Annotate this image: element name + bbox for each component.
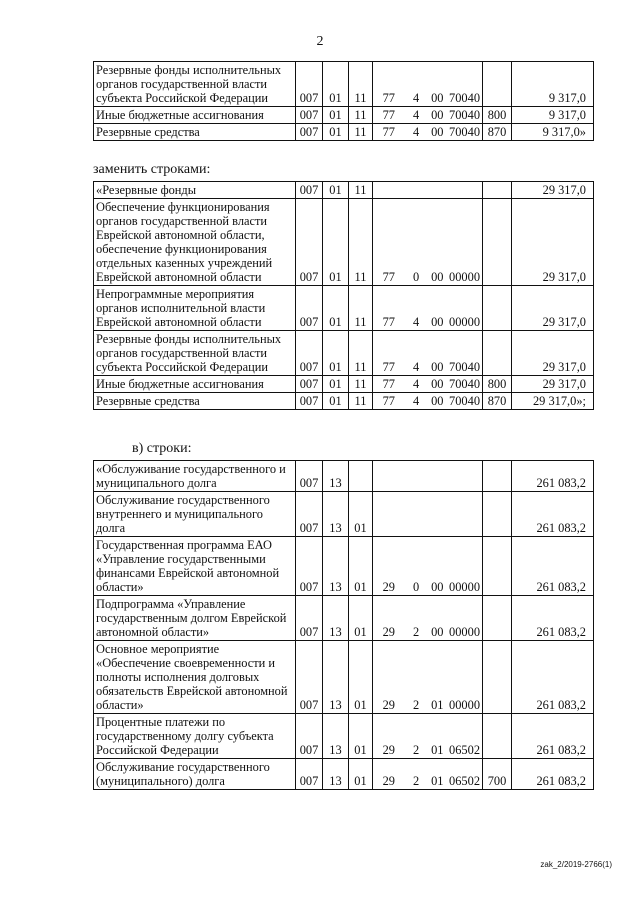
amount: 261 083,2 xyxy=(512,596,594,641)
program-code-parts xyxy=(373,108,482,122)
code-admin: 007 xyxy=(296,492,323,537)
row-name: «Обслуживание государственного и муниципального долга xyxy=(94,461,296,492)
code-admin: 007 xyxy=(296,199,323,286)
program-code-subprogram: 4 xyxy=(412,377,420,391)
program-code-measure: 00 xyxy=(431,108,444,122)
document-code: zak_2/2019-2766(1) xyxy=(540,860,612,869)
expense-type-code xyxy=(483,537,512,596)
program-code-measure: 01 xyxy=(431,774,444,788)
amount: 261 083,2 xyxy=(512,641,594,714)
expense-type-code: 800 xyxy=(483,107,512,124)
program-code-program: 29 xyxy=(382,580,395,594)
program-code-parts xyxy=(373,360,482,374)
expense-type-code xyxy=(483,641,512,714)
program-code-measure: 01 xyxy=(431,743,444,757)
program-code-measure: 00 xyxy=(431,91,444,105)
code-subsection: 01 xyxy=(349,492,373,537)
code-admin: 007 xyxy=(296,393,323,410)
table-row xyxy=(94,596,594,641)
program-code-direction: 00000 xyxy=(449,625,481,639)
expense-type-code: 870 xyxy=(483,124,512,141)
program-code-program: 29 xyxy=(382,625,395,639)
program-code-program: 29 xyxy=(382,774,395,788)
program-code-direction: 00000 xyxy=(449,698,481,712)
program-code-direction: 70040 xyxy=(449,360,481,374)
expense-type-code xyxy=(483,182,512,199)
program-code-program: 77 xyxy=(382,270,395,284)
expense-type-code: 700 xyxy=(483,759,512,790)
row-name: Процентные платежи по государственному долгу субъекта Российской Федерации xyxy=(94,714,296,759)
program-code xyxy=(373,461,483,492)
expense-type-code xyxy=(483,714,512,759)
program-code-direction: 00000 xyxy=(449,315,481,329)
caption-section-v: в) строки: xyxy=(132,441,192,456)
program-code-parts xyxy=(373,91,482,105)
program-code-subprogram: 4 xyxy=(412,315,420,329)
expense-type-code xyxy=(483,596,512,641)
program-code-subprogram: 4 xyxy=(412,125,420,139)
code-subsection: 01 xyxy=(349,641,373,714)
amount: 261 083,2 xyxy=(512,461,594,492)
program-code xyxy=(373,492,483,537)
code-section: 13 xyxy=(323,537,349,596)
program-code-program: 77 xyxy=(382,394,395,408)
code-section: 13 xyxy=(323,759,349,790)
program-code-tail xyxy=(427,743,482,757)
program-code-program: 77 xyxy=(382,108,395,122)
code-admin: 007 xyxy=(296,596,323,641)
program-code-parts xyxy=(373,625,482,639)
code-subsection: 11 xyxy=(349,199,373,286)
program-code-direction: 06502 xyxy=(449,774,481,788)
amount: 9 317,0» xyxy=(512,124,594,141)
program-code xyxy=(373,393,483,410)
program-code-direction: 70040 xyxy=(449,108,481,122)
program-code-tail xyxy=(427,125,482,139)
amount: 261 083,2 xyxy=(512,537,594,596)
program-code xyxy=(373,199,483,286)
code-admin: 007 xyxy=(296,124,323,141)
row-name: Иные бюджетные ассигнования xyxy=(94,107,296,124)
code-admin: 007 xyxy=(296,759,323,790)
amount: 9 317,0 xyxy=(512,107,594,124)
amount: 9 317,0 xyxy=(512,62,594,107)
program-code-parts xyxy=(373,698,482,712)
program-code-tail xyxy=(427,91,482,105)
table-row xyxy=(94,107,594,124)
program-code-subprogram: 2 xyxy=(412,625,420,639)
program-code-measure: 00 xyxy=(431,315,444,329)
program-code-measure: 00 xyxy=(431,394,444,408)
code-subsection: 11 xyxy=(349,124,373,141)
table-row xyxy=(94,182,594,199)
code-admin: 007 xyxy=(296,182,323,199)
program-code-subprogram: 4 xyxy=(412,394,420,408)
code-subsection: 11 xyxy=(349,62,373,107)
code-section: 01 xyxy=(323,331,349,376)
program-code xyxy=(373,107,483,124)
code-section: 13 xyxy=(323,461,349,492)
program-code-parts xyxy=(373,774,482,788)
expense-type-code xyxy=(483,62,512,107)
program-code-subprogram: 2 xyxy=(412,774,420,788)
program-code xyxy=(373,331,483,376)
amount: 29 317,0 xyxy=(512,376,594,393)
amount: 261 083,2 xyxy=(512,759,594,790)
code-section: 01 xyxy=(323,124,349,141)
program-code-tail xyxy=(427,625,482,639)
program-code xyxy=(373,124,483,141)
code-section: 01 xyxy=(323,107,349,124)
code-section: 13 xyxy=(323,641,349,714)
code-subsection: 11 xyxy=(349,286,373,331)
program-code-measure: 00 xyxy=(431,270,444,284)
amount: 29 317,0 xyxy=(512,182,594,199)
expense-type-code: 800 xyxy=(483,376,512,393)
row-name: Непрограммные мероприятия органов исполнительной власти Еврейской автономной области xyxy=(94,286,296,331)
program-code-tail xyxy=(427,774,482,788)
program-code xyxy=(373,286,483,331)
program-code-program: 29 xyxy=(382,743,395,757)
program-code xyxy=(373,641,483,714)
row-name: Резервные фонды исполнительных органов государственной власти субъекта Российской Федерации xyxy=(94,62,296,107)
amount: 261 083,2 xyxy=(512,714,594,759)
code-section: 01 xyxy=(323,393,349,410)
amount: 261 083,2 xyxy=(512,492,594,537)
row-name: Резервные средства xyxy=(94,393,296,410)
table-row xyxy=(94,759,594,790)
expense-type-code xyxy=(483,492,512,537)
program-code-subprogram: 4 xyxy=(412,91,420,105)
reserve-funds-table-new xyxy=(93,181,594,410)
program-code-parts xyxy=(373,377,482,391)
table-row xyxy=(94,286,594,331)
amount: 29 317,0 xyxy=(512,199,594,286)
table-row xyxy=(94,537,594,596)
code-subsection xyxy=(349,461,373,492)
program-code-direction: 00000 xyxy=(449,580,481,594)
program-code xyxy=(373,759,483,790)
program-code-program: 77 xyxy=(382,125,395,139)
code-section: 13 xyxy=(323,714,349,759)
code-subsection: 01 xyxy=(349,537,373,596)
code-admin: 007 xyxy=(296,107,323,124)
caption-replace-with: заменить строками: xyxy=(93,162,211,177)
program-code-tail xyxy=(427,698,482,712)
program-code-measure: 00 xyxy=(431,625,444,639)
code-section: 01 xyxy=(323,62,349,107)
table-row xyxy=(94,492,594,537)
program-code-parts xyxy=(373,315,482,329)
program-code-parts xyxy=(373,743,482,757)
table-row xyxy=(94,331,594,376)
program-code-subprogram: 4 xyxy=(412,108,420,122)
program-code-tail xyxy=(427,580,482,594)
program-code-tail xyxy=(427,377,482,391)
code-subsection: 01 xyxy=(349,714,373,759)
row-name: Государственная программа ЕАО «Управление государственными финансами Еврейской автономной области» xyxy=(94,537,296,596)
program-code-direction: 00000 xyxy=(449,270,481,284)
program-code-direction: 70040 xyxy=(449,91,481,105)
code-section: 01 xyxy=(323,182,349,199)
reserve-funds-table-old xyxy=(93,61,594,141)
program-code-tail xyxy=(427,360,482,374)
table-row xyxy=(94,714,594,759)
program-code-subprogram: 0 xyxy=(412,580,420,594)
expense-type-code xyxy=(483,461,512,492)
program-code-program: 77 xyxy=(382,315,395,329)
program-code-subprogram: 2 xyxy=(412,698,420,712)
code-admin: 007 xyxy=(296,62,323,107)
expense-type-code: 870 xyxy=(483,393,512,410)
row-name: Иные бюджетные ассигнования xyxy=(94,376,296,393)
program-code-direction: 70040 xyxy=(449,394,481,408)
code-admin: 007 xyxy=(296,461,323,492)
code-section: 01 xyxy=(323,376,349,393)
table-row xyxy=(94,124,594,141)
code-subsection: 11 xyxy=(349,182,373,199)
program-code-program: 77 xyxy=(382,377,395,391)
code-subsection: 01 xyxy=(349,596,373,641)
program-code-measure: 00 xyxy=(431,580,444,594)
program-code-measure: 00 xyxy=(431,125,444,139)
code-subsection: 11 xyxy=(349,376,373,393)
table-row xyxy=(94,62,594,107)
program-code xyxy=(373,537,483,596)
code-section: 13 xyxy=(323,596,349,641)
program-code-subprogram: 0 xyxy=(412,270,420,284)
program-code-direction: 70040 xyxy=(449,377,481,391)
code-section: 13 xyxy=(323,492,349,537)
code-section: 01 xyxy=(323,286,349,331)
expense-type-code xyxy=(483,331,512,376)
row-name: Резервные фонды исполнительных органов государственной власти субъекта Российской Федерации xyxy=(94,331,296,376)
program-code-program: 77 xyxy=(382,360,395,374)
program-code xyxy=(373,596,483,641)
program-code-tail xyxy=(427,108,482,122)
row-name: Резервные средства xyxy=(94,124,296,141)
program-code-tail xyxy=(427,315,482,329)
row-name: Подпрограмма «Управление государственным долгом Еврейской автономной области» xyxy=(94,596,296,641)
code-admin: 007 xyxy=(296,641,323,714)
table-row xyxy=(94,461,594,492)
table-row xyxy=(94,641,594,714)
program-code xyxy=(373,376,483,393)
row-name: Обслуживание государственного (муниципального) долга xyxy=(94,759,296,790)
page-number: 2 xyxy=(316,34,324,49)
code-subsection: 11 xyxy=(349,331,373,376)
program-code-parts xyxy=(373,125,482,139)
table-row xyxy=(94,199,594,286)
program-code-subprogram: 4 xyxy=(412,360,420,374)
code-admin: 007 xyxy=(296,331,323,376)
program-code-measure: 00 xyxy=(431,360,444,374)
row-name: «Резервные фонды xyxy=(94,182,296,199)
program-code xyxy=(373,714,483,759)
table-row xyxy=(94,376,594,393)
code-section: 01 xyxy=(323,199,349,286)
debt-service-table xyxy=(93,460,594,790)
row-name: Основное мероприятие «Обеспечение своевременности и полноты исполнения долговых обязательств Еврейской автономной области» xyxy=(94,641,296,714)
code-subsection: 11 xyxy=(349,393,373,410)
program-code xyxy=(373,182,483,199)
row-name: Обслуживание государственного внутреннего и муниципального долга xyxy=(94,492,296,537)
expense-type-code xyxy=(483,286,512,331)
program-code-parts xyxy=(373,394,482,408)
program-code-measure: 01 xyxy=(431,698,444,712)
table-row xyxy=(94,393,594,410)
program-code-program: 29 xyxy=(382,698,395,712)
program-code-measure: 00 xyxy=(431,377,444,391)
code-subsection: 11 xyxy=(349,107,373,124)
code-admin: 007 xyxy=(296,714,323,759)
program-code-tail xyxy=(427,394,482,408)
amount: 29 317,0»; xyxy=(512,393,594,410)
program-code-direction: 70040 xyxy=(449,125,481,139)
program-code xyxy=(373,62,483,107)
program-code-subprogram: 2 xyxy=(412,743,420,757)
code-subsection: 01 xyxy=(349,759,373,790)
code-admin: 007 xyxy=(296,286,323,331)
code-admin: 007 xyxy=(296,537,323,596)
expense-type-code xyxy=(483,199,512,286)
program-code-parts xyxy=(373,580,482,594)
program-code-parts xyxy=(373,270,482,284)
program-code-program: 77 xyxy=(382,91,395,105)
row-name: Обеспечение функционирования органов государственной власти Еврейской автономной области, обеспечение функционирования отдельных казенных учреждений Еврейской автономной области xyxy=(94,199,296,286)
program-code-direction: 06502 xyxy=(449,743,481,757)
amount: 29 317,0 xyxy=(512,286,594,331)
program-code-tail xyxy=(427,270,482,284)
amount: 29 317,0 xyxy=(512,331,594,376)
code-admin: 007 xyxy=(296,376,323,393)
